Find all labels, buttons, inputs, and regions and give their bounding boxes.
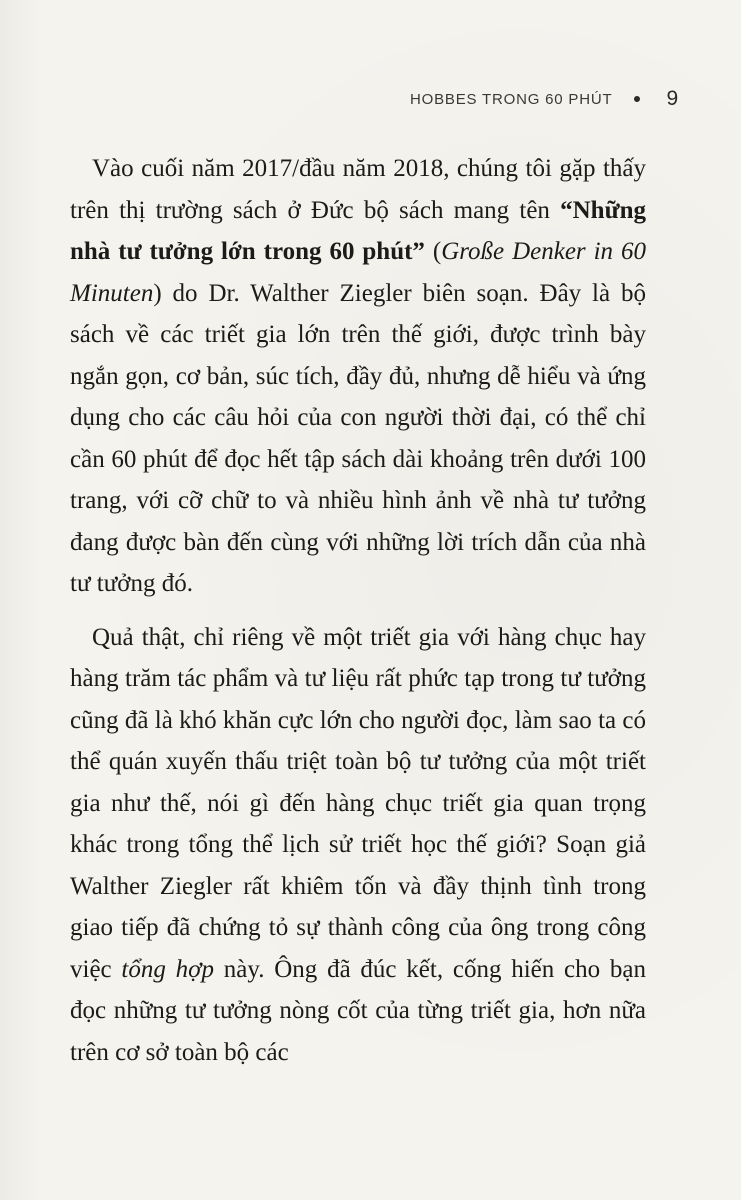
bullet-separator [634,96,640,102]
paragraph-1-rest: ) do Dr. Walther Ziegler biên soạn. Đây là bộ sách về các triết gia lớn trên thế giới, được trình bày ngắn gọn, cơ bản, súc tích, đầy đủ, nhưng dễ hiểu và ứng dụng cho các câu hỏi của con người thời đại, có thể chỉ cần 60 phút để đọc hết tập sách dài khoảng trên dưới 100 trang, với cỡ chữ to và nhiều hình ảnh về nhà tư tưởng đang được bàn đến cùng với những lời trích dẫn của nhà tư tưởng đó. [70,279,646,597]
paragraph-2 [70,617,646,1074]
emphasis-tong-hop: tổng hợp [121,955,214,983]
paragraph-2-lead: Quả thật, chỉ riêng về một triết gia với hàng chục hay hàng trăm tác phẩm và tư liệu rất phức tạp trong tư tưởng cũng đã là khó khăn cực lớn cho người đọc, làm sao ta có thể quán xuyến thấu triệt toàn bộ tư tưởng của một triết gia như thế, nói gì đến hàng chục triết gia quan trọng khác trong tổng thể lịch sử triết học thế giới? Soạn giả Walther Ziegler rất khiêm tốn và đầy thịnh tình trong giao tiếp đã chứng tỏ sự thành công của ông trong công việc [70,623,646,983]
original-title: Große Denker in 60 Minuten [70,238,646,307]
paragraph-1-lead: Vào cuối năm 2017/đầu năm 2018, chúng tôi gặp thấy trên thị trường sách ở Đức bộ sách mang tên [70,155,646,224]
running-title: HOBBES TRONG 60 PHÚT [410,90,613,108]
paragraph-2-rest: này. Ông đã đúc kết, cống hiến cho bạn đọc những tư tưởng nòng cốt của từng triết gia, hơn nữa trên cơ sở toàn bộ các [70,955,647,1066]
series-title: “Những nhà tư tưởng lớn trong 60 phút” [70,196,646,265]
page-header [410,84,690,114]
paragraph-1 [70,148,646,605]
body-text [70,148,646,1073]
open-paren: ( [424,238,442,265]
page-number: 9 [666,87,679,110]
